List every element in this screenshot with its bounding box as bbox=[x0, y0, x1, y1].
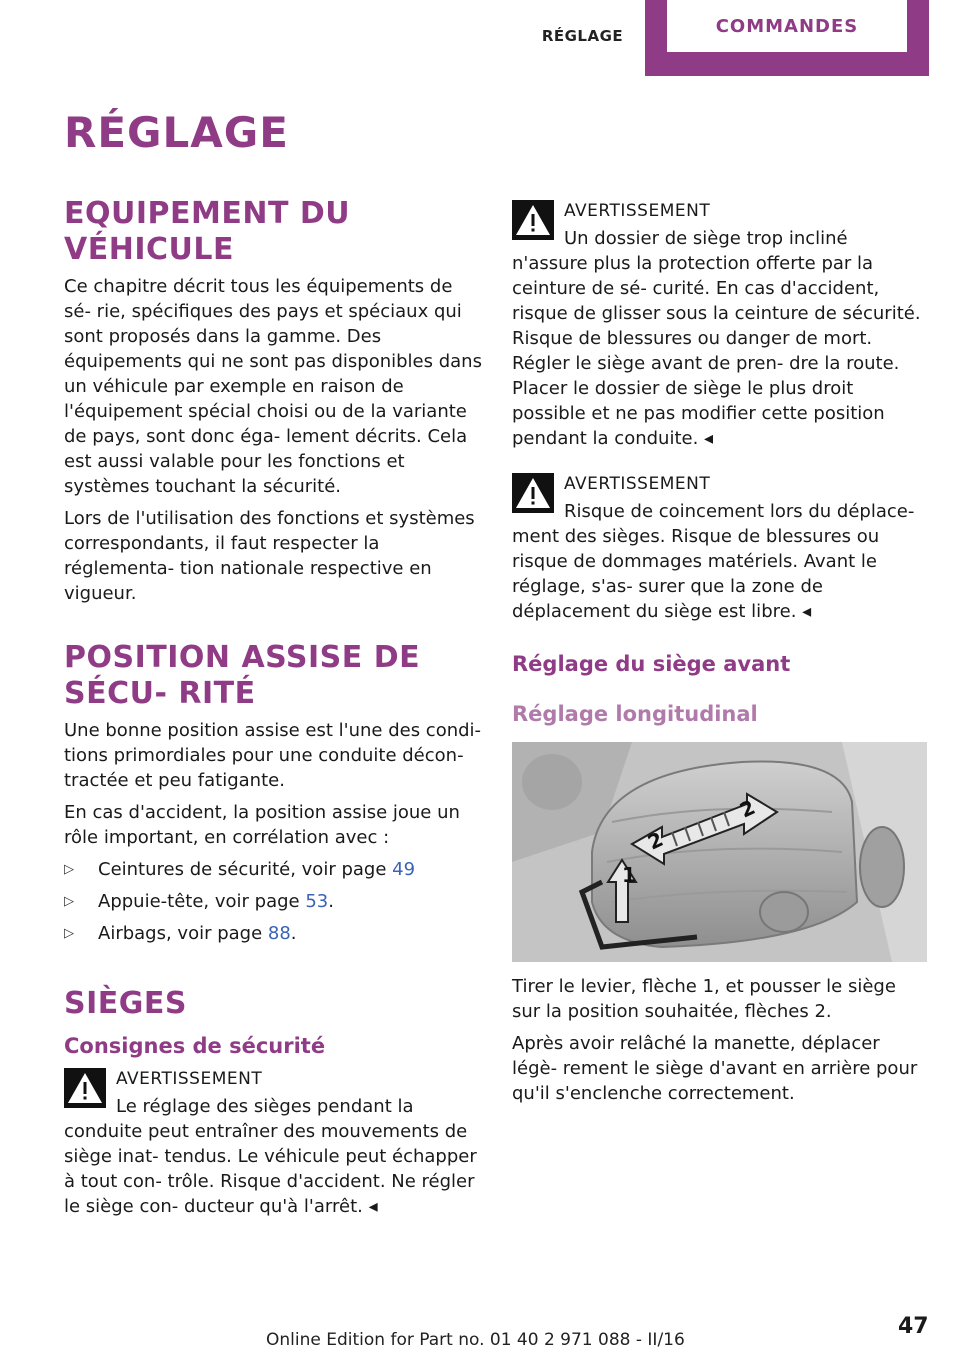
chapter-tab-commandes[interactable] bbox=[645, 0, 929, 76]
right-column bbox=[512, 196, 927, 1113]
footer-edition: Online Edition for Part no. 01 40 2 971 088 - II/16 bbox=[266, 1330, 685, 1350]
list-item bbox=[64, 921, 484, 946]
page-link-88[interactable]: 88 bbox=[267, 923, 291, 944]
warning-icon bbox=[512, 200, 554, 240]
page-number: 47 bbox=[898, 1314, 929, 1339]
list-item bbox=[64, 889, 484, 914]
warning-title: AVERTISSEMENT bbox=[564, 474, 711, 494]
heading-sieges: SIÈGES bbox=[64, 986, 187, 1021]
page-title: RÉGLAGE bbox=[64, 108, 289, 157]
heading-position-assise: POSITION ASSISE DE SÉCU- RITÉ bbox=[64, 640, 421, 711]
warning-title: AVERTISSEMENT bbox=[564, 201, 711, 221]
paragraph: En cas d'accident, la position assise joue un rôle important, en corrélation avec : bbox=[64, 802, 460, 848]
seat-adjustment-figure bbox=[512, 742, 927, 962]
paragraph: Après avoir relâché la manette, déplacer légè- rement le siège d'avant en arrière pour qu'il s'enclenche correctement. bbox=[512, 1033, 918, 1104]
heading-reglage-siege: Réglage du siège avant bbox=[512, 652, 791, 676]
paragraph: Lors de l'utilisation des fonctions et systèmes correspondants, il faut respecter la réglementa- tion nationale respective en vigueur. bbox=[64, 508, 475, 604]
warning-title: AVERTISSEMENT bbox=[116, 1069, 263, 1089]
bullet-list bbox=[64, 857, 484, 946]
warning-icon bbox=[512, 473, 554, 513]
heading-consignes: Consignes de sécurité bbox=[64, 1034, 326, 1058]
warning-box bbox=[512, 196, 927, 451]
page-link-53[interactable]: 53 bbox=[305, 891, 329, 912]
list-item-text: Appuie-tête, voir page bbox=[98, 891, 306, 912]
list-item-text: Airbags, voir page bbox=[98, 923, 268, 944]
paragraph: Ce chapitre décrit tous les équipements de sé- rie, spécifiques des pays et spéciaux qui sont proposés dans la gamme. Des équipements qui ne sont pas disponibles dans un véhicule par exemple en raison de l'équipement spécial choisi ou de la variante de pays, sont donc éga- lement décrits. Cela est aussi valable pour les fonctions et systèmes touchant la sécurité. bbox=[64, 276, 482, 497]
list-item-end: . bbox=[328, 891, 334, 912]
arrow-label-2-left: 2 bbox=[643, 826, 667, 855]
arrow-label-1: 1 bbox=[622, 863, 636, 887]
list-item bbox=[64, 857, 484, 882]
heading-equipement: EQUIPEMENT DU VÉHICULE bbox=[64, 196, 351, 267]
heading-longitudinal: Réglage longitudinal bbox=[512, 702, 758, 726]
page-link-49[interactable]: 49 bbox=[392, 859, 416, 880]
seat-illustration bbox=[512, 742, 927, 962]
triangle-bullet-icon: ▷ bbox=[64, 862, 74, 877]
paragraph: Tirer le levier, flèche 1, et pousser le siège sur la position souhaitée, flèches 2. bbox=[512, 976, 896, 1022]
list-item-end: . bbox=[290, 923, 297, 944]
left-column bbox=[64, 196, 484, 1229]
arrow-label-2-right: 2 bbox=[735, 794, 759, 823]
warning-box bbox=[512, 469, 927, 624]
triangle-bullet-icon: ▷ bbox=[64, 894, 74, 909]
warning-text: Un dossier de siège trop incliné n'assure plus la protection offerte par la ceinture de sé- curité. En cas d'accident, risque de glisser sous la ceinture de sécurité. Risque de blessures ou danger de mort. Régler le siège avant de pren- dre la route. Placer le dossier de siège le plus droit possible et ne pas modifier cette position pendant la conduite. ◂ bbox=[512, 228, 921, 449]
warning-box bbox=[64, 1064, 484, 1219]
paragraph: Une bonne position assise est l'une des condi- tions primordiales pour une conduite décon- tractée et peu fatigante. bbox=[64, 720, 482, 791]
warning-text: Risque de coincement lors du déplace- ment des sièges. Risque de blessures ou risque de dommages matériels. Avant le réglage, s'as- surer que la zone de déplacement du siège est libre. ◂ bbox=[512, 501, 915, 622]
section-tab-reglage[interactable]: RÉGLAGE bbox=[541, 27, 624, 45]
warning-text: Le réglage des sièges pendant la conduite peut entraîner des mouvements de siège inat- tendus. Le véhicule peut échapper à tout con- trôle. Risque d'accident. Ne régler le siège con- ducteur qu'à l'arrêt. ◂ bbox=[64, 1096, 477, 1217]
warning-icon bbox=[64, 1068, 106, 1108]
triangle-bullet-icon: ▷ bbox=[64, 926, 74, 941]
list-item-text: Ceintures de sécurité, voir page bbox=[98, 859, 393, 880]
chapter-tab-label: COMMANDES bbox=[667, 0, 907, 52]
